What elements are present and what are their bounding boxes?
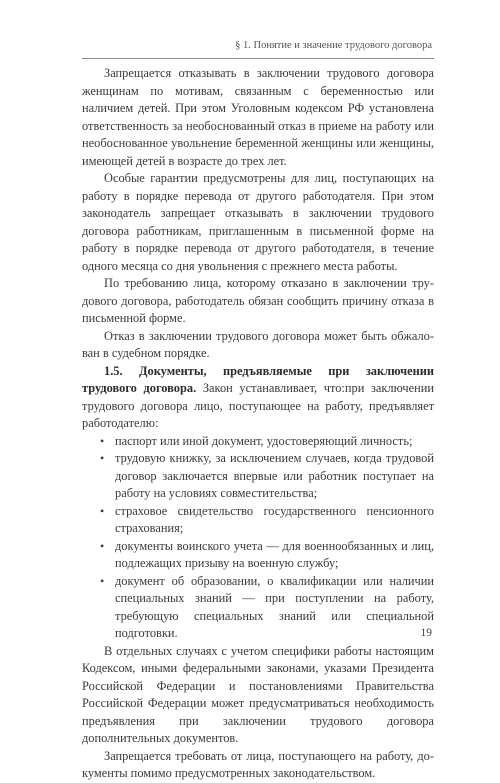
- bullet-icon: •: [100, 451, 105, 465]
- page-number: 19: [420, 627, 432, 639]
- list-item-text: страховое свидетельство государственного пенсионного страхования;: [115, 503, 434, 535]
- list-item: [82, 538, 434, 573]
- paragraph: Особые гарантии предусмотрены для лиц, поступающих на работу в порядке перевода от другого работодателя. При этом законодатель запрещает отказывать в заключении трудового договора работникам, приглашенным в письменной форме на работу в порядке перевода от другого работодателя, в течение одного месяца со дня увольнения с прежнего места работы.: [82, 171, 434, 273]
- paragraph: Запрещается отказывать в заключении трудового договора женщинам по мотивам, связанным с беременностью или наличием детей. При этом Уголовным кодексом РФ установлена ответственность за необоснованный отказ в приеме на работу или необоснованное увольнение беременной женщины или женщины, имеющей детей в возрасте до трех лет.: [82, 66, 434, 168]
- header-divider: [82, 58, 434, 59]
- list-item-text: документы воинского учета — для военнообязанных и лиц, подлежащих призыву на военную службу;: [115, 538, 434, 570]
- section-title: 1.5. Документы, предъявляемые при заключении трудового договора.: [82, 363, 434, 395]
- paragraph: Отказ в заключении трудового договора может быть обжалoван в судебном порядке.: [82, 328, 434, 360]
- section-paragraph: [82, 363, 434, 433]
- list-item: [82, 503, 434, 538]
- paragraph: По требованию лица, которому отказано в заключении трудового договора, работодатель обязан сообщить причину отказа в письменной форме.: [82, 276, 434, 325]
- list-item-text: документ об образовании, о квалификации или наличии специальных знаний — при поступлении на работу, требующую специальных знаний или специальной подготовки.: [115, 573, 434, 640]
- list-item-text: паспорт или иной документ, удостоверяющий личность;: [115, 433, 413, 448]
- bullet-icon: •: [100, 433, 105, 448]
- bullet-icon: •: [100, 573, 105, 588]
- running-header: § 1. Понятие и значение трудового договора: [235, 40, 432, 51]
- document-list: [82, 433, 434, 643]
- bullet-icon: •: [100, 503, 105, 518]
- paragraph: В отдельных случаях с учетом специфики работы настоящим Кодексом, иными федеральными законами, указами Президента Российской Федерации и постановлениями Правительства Российской Федерации может предусматриваться необходимость предъявления при заключении трудового договора дополнительных документов.: [82, 643, 434, 745]
- list-item: [82, 573, 434, 643]
- list-item-text: трудовую книжку, за исключением случаев, когда трудовой договор заключается впервые или работник поступает на работу на условиях совместительства;: [115, 451, 434, 500]
- page-body: [82, 65, 434, 783]
- bullet-icon: •: [100, 538, 105, 553]
- paragraph: Запрещается требовать от лица, поступающего на работу, документы помимо предусмотренных законодательством.: [82, 748, 434, 780]
- list-item: [82, 450, 434, 503]
- section-intro: Закон устанавливает, что:при заключении трудового договора лицо, поступающее на работу, предъявляет работодателю:: [82, 381, 434, 430]
- list-item: [82, 433, 434, 451]
